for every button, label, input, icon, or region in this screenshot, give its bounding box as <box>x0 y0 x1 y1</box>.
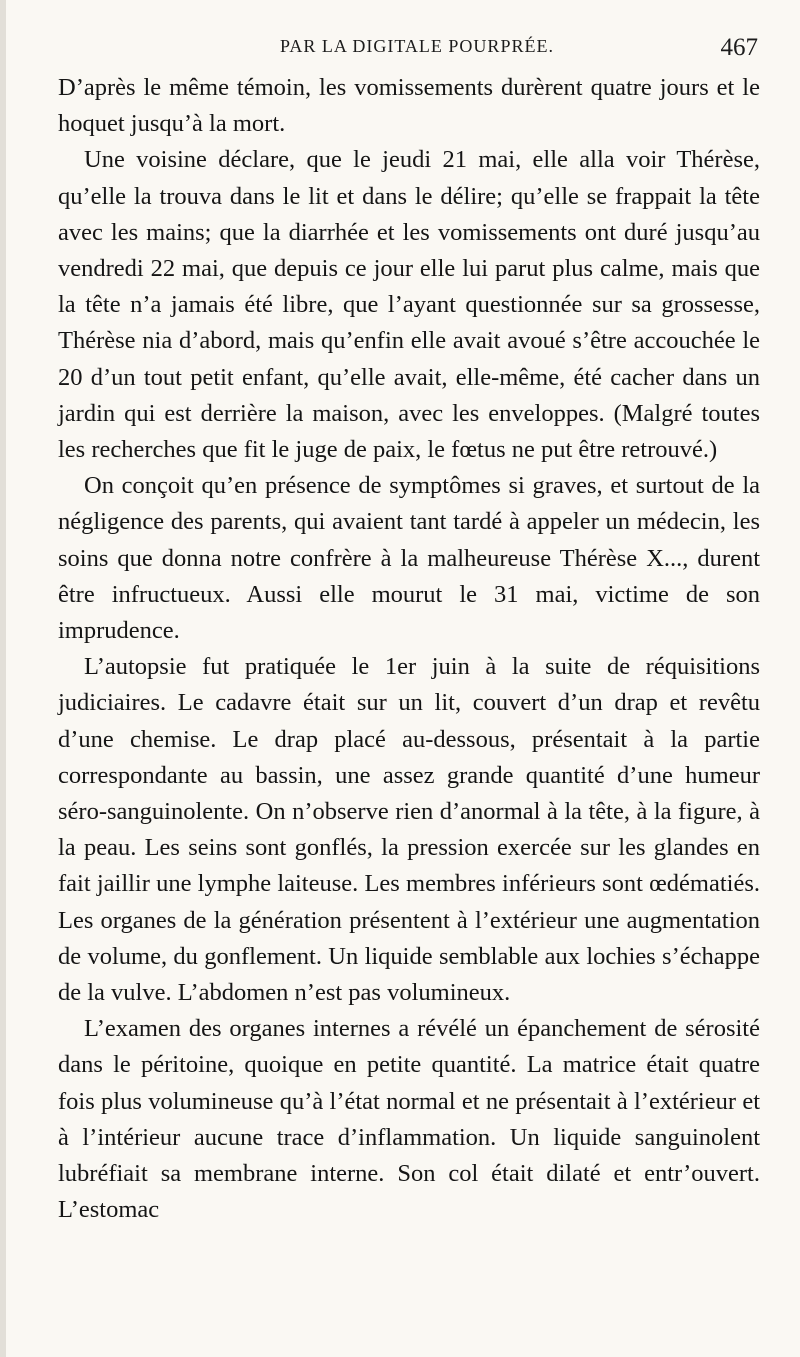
running-title: PAR LA DIGITALE POURPRÉE. <box>280 36 554 56</box>
page-header <box>56 30 758 66</box>
paragraph: Une voisine déclare, que le jeudi 21 mai, elle alla voir Thérèse, qu’elle la trouva dans le lit et dans le délire; qu’elle se frappait la tête avec les mains; que la diarrhée et les vomissements ont duré jusqu’au vendredi 22 mai, que depuis ce jour elle lui parut plus calme, mais que la tête n’a jamais été libre, que l’ayant questionnée sur sa grossesse, Thérèse nia d’abord, mais qu’enfin elle avait avoué s’être accouchée le 20 d’un tout petit enfant, qu’elle avait, elle-même, été cacher dans un jardin qui est derrière la maison, avec les enveloppes. (Malgré toutes les recherches que fit le juge de paix, le fœtus ne put être retrouvé.) <box>58 146 760 464</box>
body-text <box>58 70 760 1229</box>
paragraph: L’examen des organes internes a révélé un épanchement de sérosité dans le péritoine, quoique en petite quantité. La matrice était quatre fois plus volumineuse qu’à l’état normal et ne présentait à l’extérieur et à l’intérieur aucune trace d’inflammation. Un liquide sanguinolent lubréfiait sa membrane interne. Son col était dilaté et entr’ouvert. L’estomac <box>58 1015 760 1224</box>
paragraph: On conçoit qu’en présence de symptômes si graves, et surtout de la négligence des parents, qui avaient tant tardé à appeler un médecin, les soins que donna notre confrère à la malheureuse Thérèse X..., durent être infructueux. Aussi elle mourut le 31 mai, victime de son imprudence. <box>58 472 760 645</box>
paragraph-continuation: D’après le même témoin, les vomissements durèrent quatre jours et le hoquet jusqu’à la mort. <box>58 74 760 138</box>
page-number: 467 <box>720 34 758 61</box>
paragraph: L’autopsie fut pratiquée le 1er juin à la suite de réquisitions judiciaires. Le cadavre était sur un lit, couvert d’un drap et revêtu d’une chemise. Le drap placé au-dessous, présentait à la partie correspondante au bassin, une assez grande quantité d’une humeur séro-sanguinolente. On n’observe rien d’anormal à la tête, à la figure, à la peau. Les seins sont gonflés, la pression exercée sur les glandes en fait jaillir une lymphe laiteuse. Les membres inférieurs sont œdématiés. Les organes de la génération présentent à l’extérieur une augmentation de volume, du gonflement. Un liquide semblable aux lochies s’échappe de la vulve. L’abdomen n’est pas volumineux. <box>58 653 760 1007</box>
